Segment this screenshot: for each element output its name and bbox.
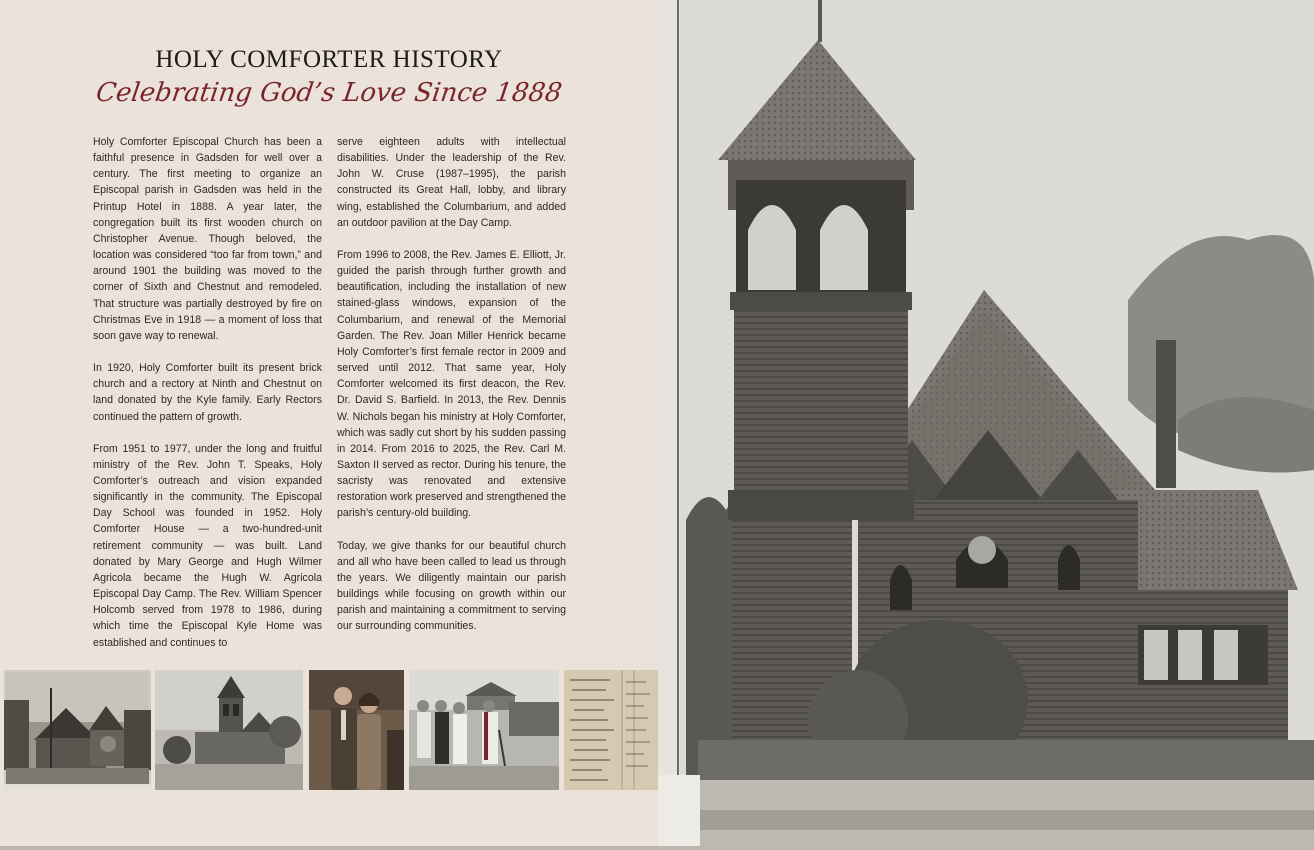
handwritten-ledger-photo (564, 670, 658, 790)
paragraph: From 1951 to 1977, under the long and fruitful ministry of the Rev. John T. Speaks, Holy Comforter’s outreach and vision expanded significantly in the community. The Episcopal Day School was founded in 1952. Holy Comforter House — a two-hundred-unit retirement community — was built. Land donated by Mary George and Hugh Wilmer Agricola became the Hugh W. Agricola Episcopal Day Camp. The Rev. William Spencer Holcomb served from 1978 to 1986, during which time the Episcopal Kyle Home was established and continues to (93, 442, 322, 649)
paragraph: From 1996 to 2008, the Rev. James E. Elliott, Jr. guided the parish through further growth and beautification, including the installation of new stained-glass windows, expansion of the Columbarium, and renewal of the Memorial Garden. The Rev. Joan Miller Henrick became Holy Comforter’s first female rector in 2009 and served until 2012. That same year, Holy Comforter welcomed its first deacon, the Rev. Dr. David S. Barfield. In 2013, the Rev. Dennis W. Nichols began his ministry at Holy Comforter, which was sadly cut short by his sudden passing in 2014. From 2016 to 2025, the Rev. Carl M. Saxton II served as rector. During his tenure, the sacristy was renovated and extensive restoration work preserved and strengthened the parish’s century-old building. (337, 248, 566, 520)
paragraph: Today, we give thanks for our beautiful church and all who have been called to lead us through the years. We diligently maintain our parish buildings while focusing on growth within our parish and maintaining a commitment to serving our surrounding communities. (337, 539, 566, 633)
paragraph: serve eighteen adults with intellectual disabilities. Under the leadership of the Rev. John W. Cruse (1987–1995), the parish constructed its Great Hall, lobby, and library wing, established the Columbarium, and added an outdoor pavilion at the Day Camp. (337, 136, 566, 229)
historic-wooden-church-photo (658, 0, 1314, 850)
paragraph: Holy Comforter Episcopal Church has been a faithful presence in Gadsden for well over a century. The first meeting to organize an Episcopal parish in Gadsden was held in the Printup Hotel in 1888. A year later, the congregation built its first wooden church on Christopher Avenue. Though beloved, the location was considered “too far from town,” and around 1901 the building was moved to the corner of Sixth and Chestnut and remodeled. That structure was partially destroyed by fire on Christmas Eve in 1918 — a moment of loss that soon gave way to renewal. (93, 136, 322, 342)
page-bottom-edge (0, 846, 1314, 850)
page-subtitle: Celebrating God’s Love Since 1888 (94, 78, 564, 108)
text-column-right (337, 134, 566, 651)
couple-portrait-photo (309, 670, 404, 790)
paragraph: In 1920, Holy Comforter built its present brick church and a rectory at Ninth and Chestnut on land donated by the Kyle family. Early Rectors continued the pattern of growth. (93, 362, 322, 423)
groundbreaking-ceremony-photo (409, 670, 559, 790)
text-column-left (93, 134, 322, 667)
wooden-church-photo (155, 670, 303, 790)
page-title: HOLY COMFORTER HISTORY (155, 46, 503, 73)
brick-church-photo (4, 670, 151, 790)
